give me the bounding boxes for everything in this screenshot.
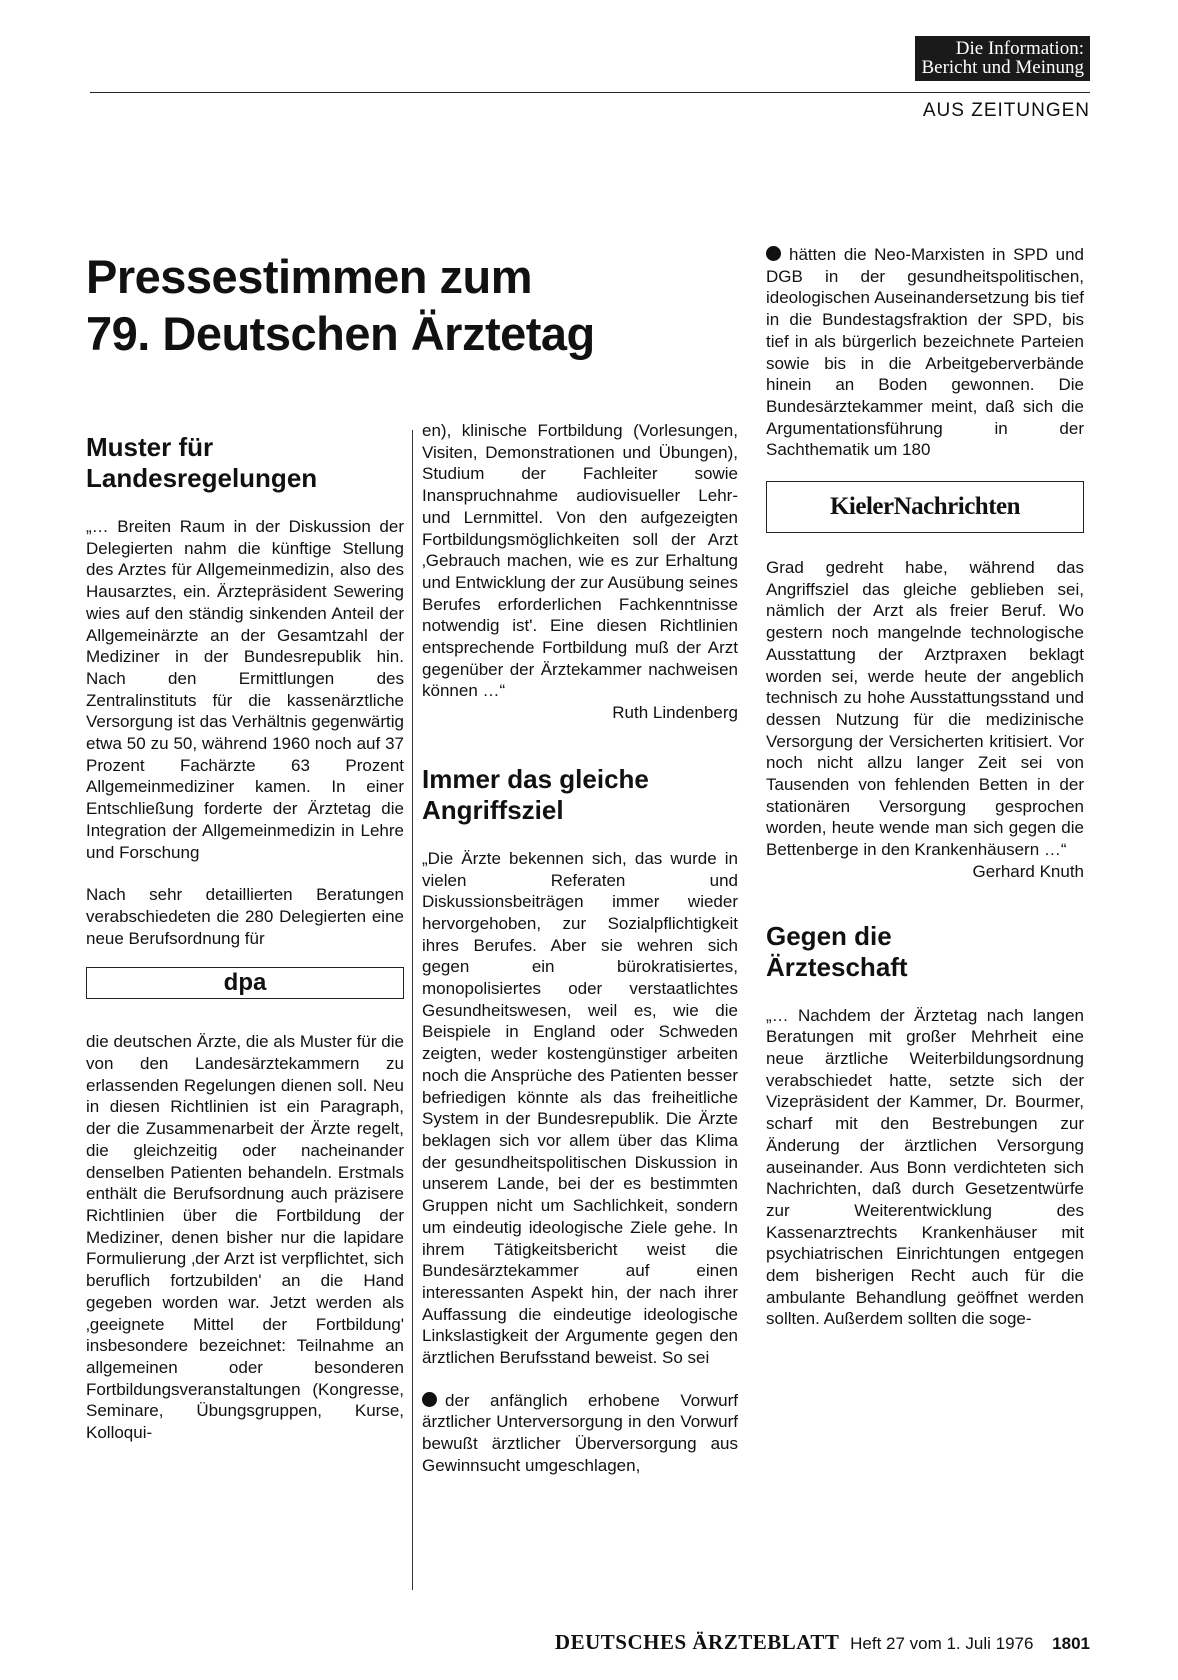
article1-paragraph: en), klinische Fortbildung (Vorlesungen, Visiten, Demonstrationen und Übungen), Studium der Fachleiter sowie Inanspruchnahme audiovisueller Lehr- und Lernmittel. Von den aufgezeigten Fortbildungsmöglichkeiten soll der Arzt ‚Gebrauch machen, wie es zur Erhaltung und Entwicklung der zur Ausübung seines Berufes erforderlichen Fachkenntnisse notwendig ist'. Eine diesen Richtlinien entsprechende Fortbildung muß der Arzt gegenüber der Ärztekammer nachweisen können …“ (422, 421, 738, 701)
article1-heading-line2: Landesregelungen (86, 463, 318, 493)
article1-heading (86, 432, 404, 494)
column-2 (422, 420, 738, 1477)
section-tag-line1: Die Information: (955, 38, 1084, 59)
page-title-line2: 79. Deutschen Ärztetag (86, 307, 595, 360)
column-1 (86, 432, 404, 1444)
article2-heading-line2: Angriffsziel (422, 794, 564, 825)
page-footer (555, 1630, 1090, 1655)
article3-heading-line1: Gegen die (766, 920, 892, 951)
source-logo-dpa: dpa (223, 969, 267, 997)
article3-heading (766, 921, 1084, 983)
column-divider (412, 430, 413, 1590)
source-box-kieler-nachrichten (766, 481, 1084, 533)
article1-author: Ruth Lindenberg (612, 703, 738, 723)
section-tag (915, 36, 1090, 81)
magazine-name: DEUTSCHES ÄRZTEBLATT (554, 1630, 840, 1654)
page-number: 1801 (1052, 1634, 1090, 1653)
article2-bullet: hätten die Neo-Marxisten in SPD und DGB in der gesundheitspolitischen, ideologischen Auseinandersetzung bis tief in die Bundestagsfraktion der SPD, bis tief in als bürgerlich bezeichnete Parteien sowie bis in die Arbeitgeberverbände hinein an Boden gewonnen. Die Bundesärztekammer meint, daß sich die Argumentationsführung in der Sachthematik um 180 (766, 245, 1084, 460)
article2-heading-line1: Immer das gleiche (422, 763, 649, 794)
article3-paragraph: „… Nachdem der Ärztetag nach langen Beratungen mit großer Mehrheit eine neue ärztliche Weiterbildungsordnung verabschiedet hatte, setzte sich der Vizepräsident der Kammer, Dr. Bourmer, scharf mit den Bestrebungen zur Änderung der ärztlichen Versorgung auseinander. Aus Bonn verdichteten sich Nachrichten, daß durch Gesetzentwürfe zur Weiterentwicklung des Kassenarztrechts Krankenhäuser mit psychiatrischen Einrichtungen entgegen dem bisherigen Recht auch für die ambulante Behandlung geöffnet werden sollten. Außerdem sollten die soge- (766, 1005, 1084, 1329)
article1-paragraph: die deutschen Ärzte, die als Muster für die von den Landesärztekammern zu erlassenden Regelungen dienen soll. Neu in diesen Richtlinien ist ein Paragraph, der die Zusammenarbeit der Ärzte regelt, die gleichzeitig oder nacheinander denselben Patienten behandeln. Erstmals enthält die Berufsordnung auch präzisere Richtlinien über die Fortbildung der Mediziner, denen bisher nur die lapidare Formulierung ‚der Arzt ist verpflichtet, sich beruflich fortzubilden' an die Hand gegeben worden war. Jetzt werden als ‚geeignete Mittel der Fortbildung' insbesondere bezeichnet: Teilnahme an allgemeinen oder besonderen Fortbildungsveranstaltungen (Kongresse, Seminare, Übungsgruppen, Kurse, Kolloqui- (86, 1032, 404, 1443)
article2-author: Gerhard Knuth (972, 861, 1084, 881)
page-title (86, 248, 595, 362)
article2-paragraph: Grad gedreht habe, während das Angriffsziel das gleiche geblieben sei, nämlich der Arzt als freier Beruf. Wo gestern noch mangelnde technologische Ausstattung der Arztpraxen beklagt worden sei, werde heute der angeblich technisch zu hohe Ausstattungsstand und dessen Nutzung für die medizinische Versorgung der Versicherten kritisiert. Vor noch nicht allzu langer Zeit sei von Tausenden von fehlenden Betten in der stationären Versorgung gesprochen worden, heute wende man sich gegen die Bettenberge in den Krankenhäusern …“ (766, 558, 1084, 860)
bullet-icon (766, 246, 781, 261)
section-label: AUS ZEITUNGEN (922, 100, 1090, 121)
issue-info: Heft 27 vom 1. Juli 1976 (850, 1634, 1034, 1653)
article1-paragraph: „… Breiten Raum in der Diskussion der Delegierten nahm die künftige Stellung des Arztes für Allgemeinmedizin, also des Hausarztes, ein. Ärztepräsident Sewering wies auf den ständig sinkenden Anteil der Allgemeinärzte an der Gesamtzahl der Mediziner in der Bundesrepublik hin. Nach den Ermittlungen des Zentralinstituts für die kassenärztliche Versorgung ist das Verhältnis gegenwärtig etwa 50 zu 50, während 1960 noch auf 37 Prozent Fachärzte 63 Prozent Allgemeinmediziner kamen. In einer Entschließung forderte der Ärztetag die Integration der Allgemeinmedizin in Lehre und Forschung (86, 517, 404, 862)
article3-heading-line2: Ärzteschaft (766, 951, 908, 982)
article2-heading (422, 764, 738, 826)
article1-paragraph: Nach sehr detaillierten Beratungen verabschiedeten die 280 Delegierten eine neue Berufsordnung für (86, 885, 404, 948)
article2-bullet: der anfänglich erhobene Vorwurf ärztlicher Unterversorgung in den Vorwurf bewußt ärztlicher Überversorgung aus Gewinnsucht umgeschlagen, (422, 1390, 738, 1475)
article2-paragraph: „Die Ärzte bekennen sich, das wurde in vielen Referaten und Diskussionsbeiträgen immer wieder hervorgehoben, zur Sozialpflichtigkeit ihres Berufes. Aber sie wehren sich gegen ein bürokratisiertes, monopolisiertes oder verstaatlichtes Gesundheitswesen, weil es, wie die Beispiele in England oder Schweden zeigten, weder kostengünstiger arbeiten noch die Ansprüche des Patienten besser befriedigen könnte als das freiheitliche System in der Bundesrepublik. Die Ärzte beklagen sich vor allem über das Klima der gesundheitspolitischen Diskussion in unserem Lande, bei der es bestimmten Gruppen nicht um Sachlichkeit, sondern um eindeutig ideologische Ziele gehe. In ihrem Tätigkeitsbericht weist die Bundesärztekammer auf einen interessanten Aspekt hin, der nach ihrer Auffassung die eindeutige ideologische Linkslastigkeit der Argumente gegen den ärztlichen Berufsstand beweist. So sei (422, 848, 738, 1368)
section-tag-line2: Bericht und Meinung (921, 57, 1084, 78)
header-rule (90, 92, 1090, 93)
article1-heading-line1: Muster für (86, 432, 214, 462)
page-title-line1: Pressestimmen zum (86, 250, 533, 303)
source-box-dpa (86, 967, 404, 999)
column-3-flow (766, 244, 1084, 1330)
bullet-icon (422, 1392, 437, 1407)
source-logo-kieler-nachrichten: KielerNachrichten (829, 493, 1021, 521)
